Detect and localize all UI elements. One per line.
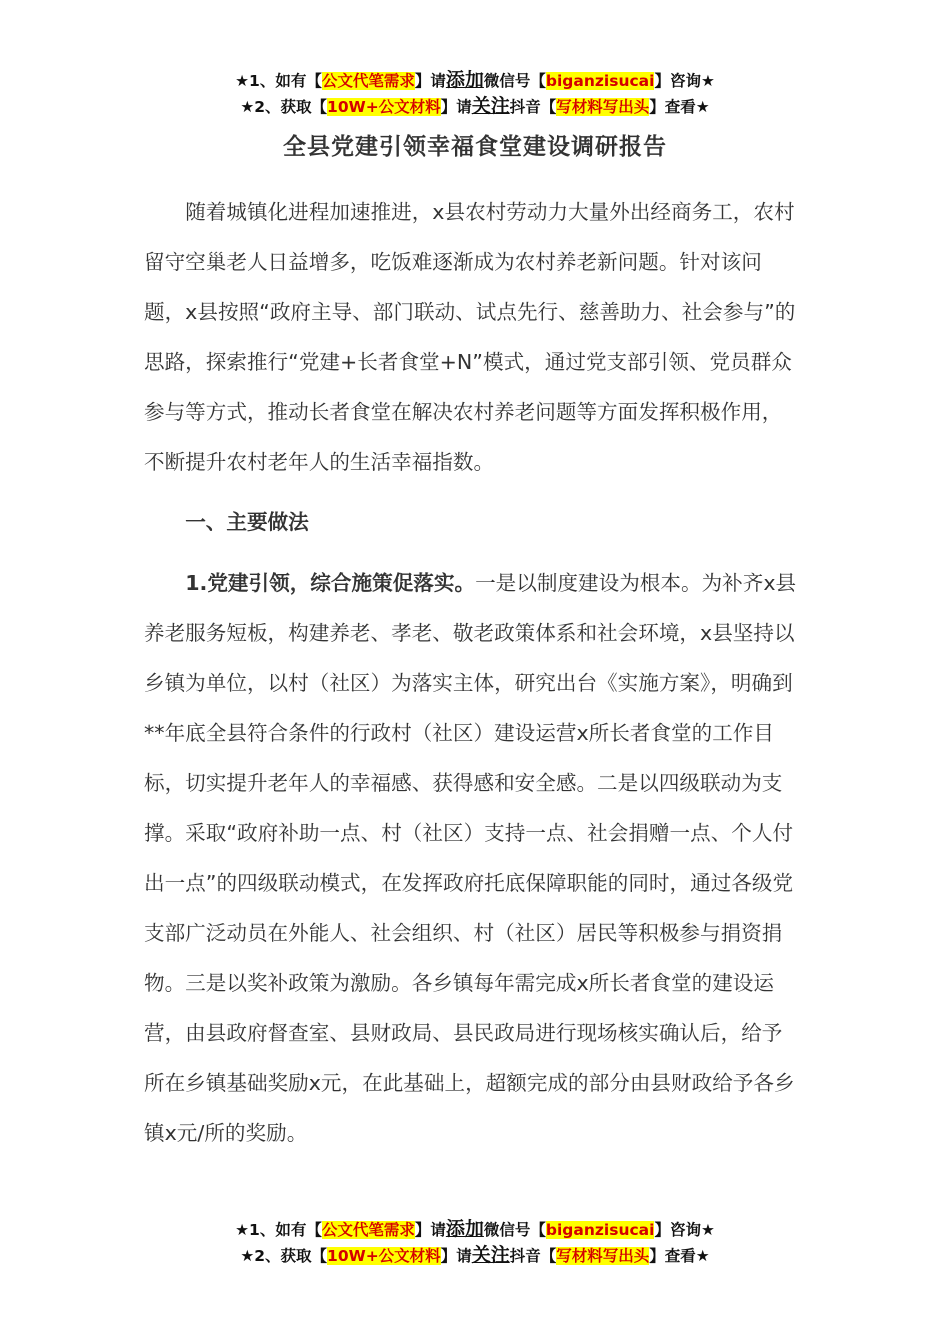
- item-paragraph-block: [144, 558, 799, 1158]
- section-heading-block: [144, 497, 799, 547]
- promo-line-2: ★2、获取【10W+公文材料】请关注抖音【写材料写出头】查看★: [240, 1244, 710, 1266]
- item-paragraph: [144, 558, 799, 1158]
- item-body: 一是以制度建设为根本。为补齐x县养老服务短板，构建养老、孝老、敬老政策体系和社会环境，x县坚持以乡镇为单位，以村（社区）为落实主体，研究出台《实施方案》，明确到**年底全县符合条件的行政村（社区）建设运营x所长者食堂的工作目标，切实提升老年人的幸福感、获得感和安全感。二是以四级联动为支撑。采取“政府补助一点、村（社区）支持一点、社会捐赠一点、个人付出一点”的四级联动模式，在发挥政府托底保障职能的同时，通过各级党支部广泛动员在外能人、社会组织、村（社区）居民等积极参与捐资捐物。三是以奖补政策为激励。各乡镇每年需完成x所长者食堂的建设运营，由县政府督查室、县财政局、县民政局进行现场核实确认后，给予所在乡镇基础奖励x元，在此基础上，超额完成的部分由县财政给予各乡镇x元/所的奖励。: [144, 571, 797, 1145]
- section-heading: 一、主要做法: [185, 510, 309, 534]
- promo-line-1: ★1、如有【公文代笔需求】请添加微信号【biganzisucai】咨询★: [235, 69, 715, 91]
- promo-banner-top: [0, 68, 950, 120]
- promo-line-1: ★1、如有【公文代笔需求】请添加微信号【biganzisucai】咨询★: [235, 1218, 715, 1240]
- document-title: 全县党建引领幸福食堂建设调研报告: [283, 134, 667, 160]
- intro-paragraph: 随着城镇化进程加速推进，x县农村劳动力大量外出经商务工，农村留守空巢老人日益增多，吃饭难逐渐成为农村养老新问题。针对该问题，x县按照“政府主导、部门联动、试点先行、慈善助力、社会参与”的思路，探索推行“党建+长者食堂+N”模式，通过党支部引领、党员群众参与等方式，推动长者食堂在解决农村养老问题等方面发挥积极作用，不断提升农村老年人的生活幸福指数。: [144, 200, 796, 474]
- promo-banner-bottom: [0, 1217, 950, 1269]
- item-lead: 1.党建引领，综合施策促落实。: [185, 571, 476, 595]
- promo-line-2: ★2、获取【10W+公文材料】请关注抖音【写材料写出头】查看★: [240, 95, 710, 117]
- intro-paragraph-block: [144, 187, 799, 487]
